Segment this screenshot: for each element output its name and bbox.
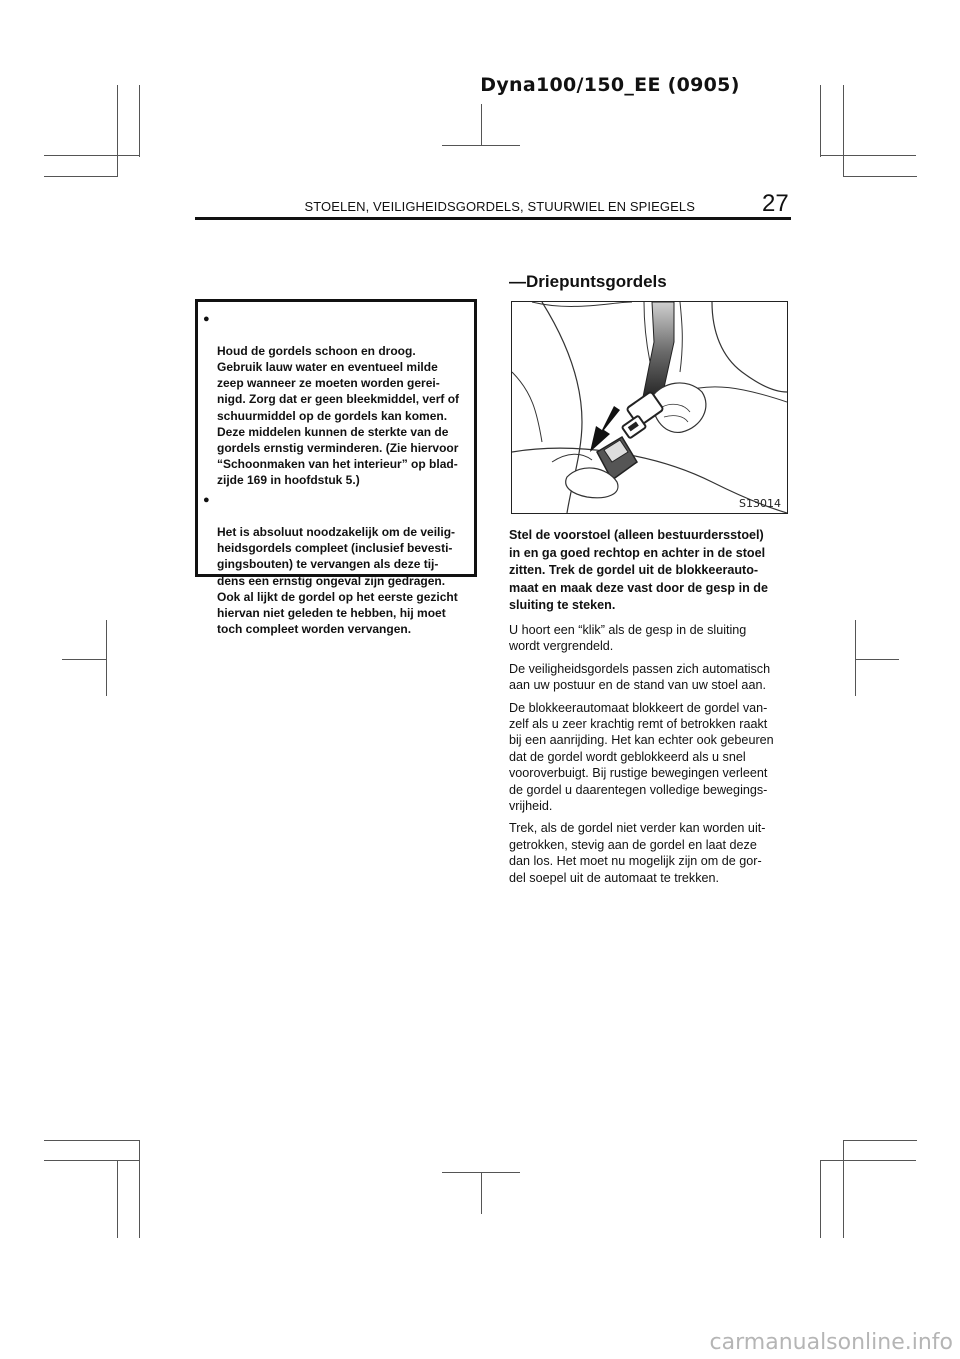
running-head: STOELEN, VEILIGHEIDSGORDELS, STUURWIEL EN SPIEGELS	[304, 199, 695, 214]
seatbelt-drawing	[512, 302, 787, 513]
header-rule	[195, 217, 791, 220]
bullet-icon: ●	[203, 494, 210, 507]
bullet-icon: ●	[203, 313, 210, 325]
body-text	[509, 527, 799, 892]
section-title: —Driepuntsgordels	[509, 272, 667, 291]
page-number: 27	[762, 190, 789, 217]
figure-label: S13014	[739, 497, 781, 510]
caution-item	[203, 492, 474, 637]
caution-item	[203, 311, 474, 488]
body-paragraph: De blokkeerautomaat blokkeert de gordel van- zelf als u zeer krachtig remt of betrokken raakt bij een aanrijding. Het kan echter ook gebeuren dat de gordel wordt geblokkeerd als u snel vooroverbuigt. Bij rustige bewegingen verleent de gordel u daarentegen volledige bewegings- vrijheid.	[509, 700, 774, 814]
seatbelt-illustration	[511, 301, 788, 514]
caution-text: Houd de gordels schoon en droog. Gebruik lauw water en eventueel milde zeep wanneer ze moeten worden gerei- nigd. Zorg dat er geen bleekmiddel, verf of schuurmiddel op de gordels kan komen. Deze middelen kunnen de sterkte van de gordels ernstig verminderen. (Zie hiervoor “Schoonmaken van het interieur” op blad- zijde 169 in hoofdstuk 5.)	[217, 344, 460, 487]
watermark: carmanualsonline.info	[709, 1330, 953, 1355]
body-paragraph: De veiligheidsgordels passen zich automatisch aan uw postuur en de stand van uw stoel aan.	[509, 661, 771, 693]
caution-box	[195, 299, 477, 636]
body-paragraph: U hoort een “klik” als de gesp in de sluiting wordt vergrendeld.	[509, 622, 747, 654]
instruction-text: Stel de voorstoel (alleen bestuurdersstoel) in en ga goed rechtop en achter in de stoel zitten. Trek de gordel uit de blokkeerauto- maat en maak deze vast door de gesp in de sluiting te steken.	[509, 528, 768, 613]
caution-text: Het is absoluut noodzakelijk om de veilig- heidsgordels compleet (inclusief bevesti- gingsbouten) te vervangen als deze tij- dens een ernstig ongeval zijn gedragen. Ook al lijkt de gordel op het eerste gezicht hiervan niet geleden te hebben, hij moet toch compleet worden vervangen.	[217, 525, 458, 636]
body-paragraph: Trek, als de gordel niet verder kan worden uit- getrokken, stevig aan de gordel en laat deze dan los. Het moet nu mogelijk zijn om de gor- del soepel uit de automaat te trekken.	[509, 821, 766, 885]
document-code: Dyna100/150_EE (0905)	[480, 74, 740, 96]
